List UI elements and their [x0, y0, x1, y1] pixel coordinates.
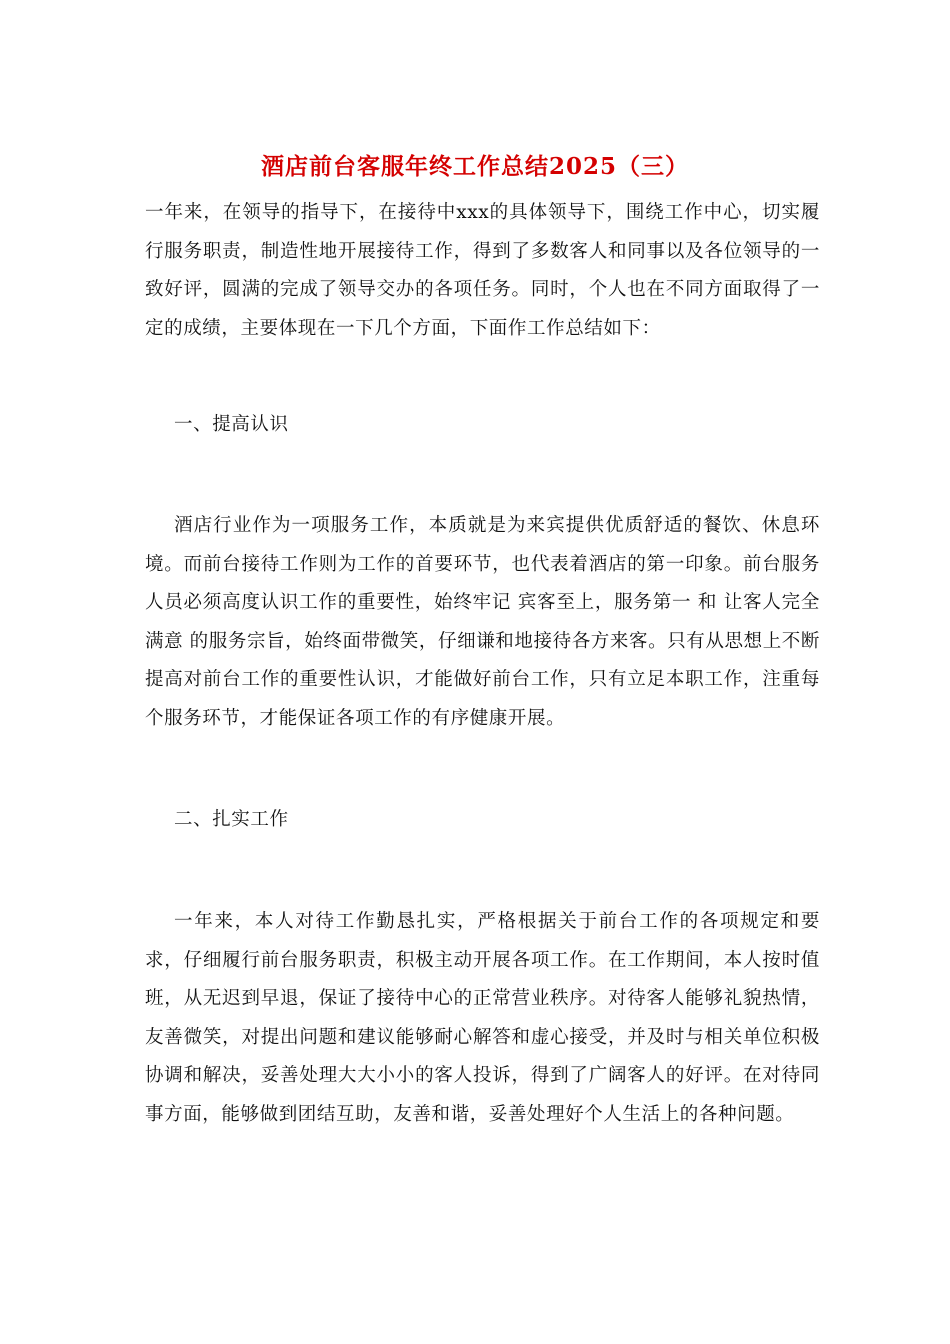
- intro-paragraph: 一年来，在领导的指导下，在接待中xxx的具体领导下，围绕工作中心，切实履行服务职责，制造性地开展接待工作，得到了多数客人和同事以及各位领导的一致好评，圆满的完成了领导交办的各项任务。同时，个人也在不同方面取得了一定的成绩，主要体现在一下几个方面，下面作工作总结如下：: [145, 202, 820, 339]
- section-heading-1: 一、提高认识: [174, 414, 289, 435]
- section-heading-2: 二、扎实工作: [174, 809, 289, 830]
- section-body-1: 酒店行业作为一项服务工作，本质就是为来宾提供优质舒适的餐饮、休息环境。而前台接待工作则为工作的首要环节，也代表着酒店的第一印象。前台服务人员必须高度认识工作的重要性，始终牢记 宾客至上，服务第一 和 让客人完全满意 的服务宗旨，始终面带微笑，仔细谦和地接待各方来客。只有从思想上不断提高对前台工作的重要性认识，才能做好前台工作，只有立足本职工作，注重每个服务环节，才能保证各项工作的有序健康开展。: [145, 515, 820, 729]
- document-title: 酒店前台客服年终工作总结2025（三）: [260, 153, 689, 180]
- section-body-2: 一年来，本人对待工作勤恳扎实，严格根据关于前台工作的各项规定和要求，仔细履行前台服务职责，积极主动开展各项工作。在工作期间，本人按时值班，从无迟到早退，保证了接待中心的正常营业秩序。对待客人能够礼貌热情，友善微笑，对提出问题和建议能够耐心解答和虚心接受，并及时与相关单位积极协调和解决，妥善处理大大小小的客人投诉，得到了广阔客人的好评。在对待同事方面，能够做到团结互助，友善和谐，妥善处理好个人生活上的各种问题。: [145, 911, 820, 1125]
